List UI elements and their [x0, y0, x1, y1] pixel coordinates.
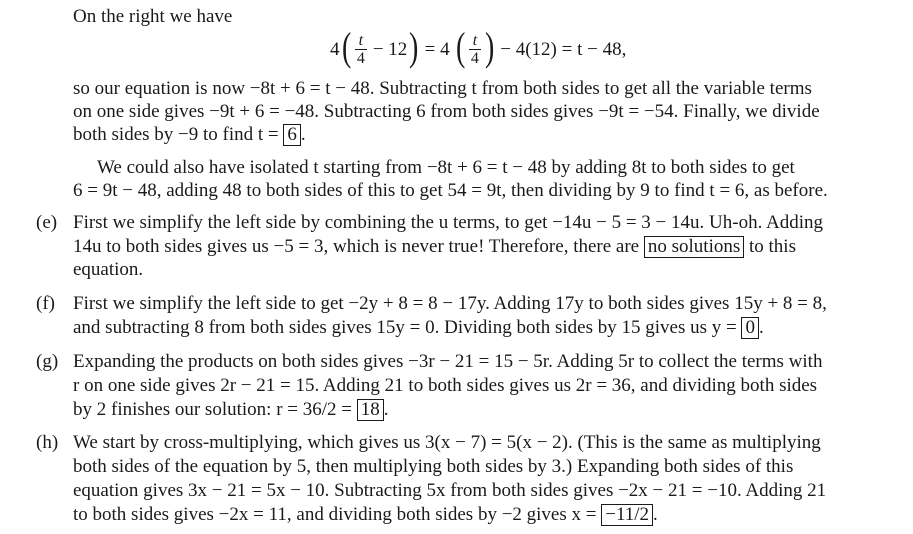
answer-box-f: 0	[741, 317, 759, 339]
g-line3: by 2 finishes our solution: r = 36/2 = 18 .	[73, 399, 389, 420]
answer-box-d: 6	[283, 124, 301, 146]
g-line1: Expanding the products on both sides gives −3r − 21 = 15 − 5r. Adding 5r to collect the terms with	[73, 351, 823, 372]
answer-box-e: no solutions	[644, 236, 744, 258]
eq-mid: = 4	[424, 39, 450, 60]
para2-line1: We could also have isolated t starting from −8t + 6 = t − 48 by adding 8t to both sides to get	[97, 157, 795, 178]
g-line2: r on one side gives 2r − 21 = 15. Adding 21 to both sides gives us 2r = 36, and dividing both sides	[73, 375, 818, 396]
eq-fraction-2: $\frac{t}{4}$	[470, 32, 479, 67]
item-label-g: (g)	[36, 351, 59, 372]
eq-tail: − 4(12) = t − 48,	[500, 39, 627, 60]
f-line2: and subtracting 8 from both sides gives 15y = 0. Dividing both sides by 15 gives us y = 0 .	[73, 317, 764, 338]
item-label-h: (h)	[36, 432, 59, 453]
answer-box-g: 18	[357, 399, 384, 421]
item-label-e: (e)	[36, 212, 58, 233]
para1-line2: on one side gives −9t + 6 = −48. Subtracting 6 from both sides gives −9t = −54. Finally, we divide	[73, 101, 820, 122]
item-label-f: (f)	[36, 293, 55, 314]
eq-coef: 4	[330, 39, 340, 60]
h-line1: We start by cross-multiplying, which gives us 3(x − 7) = 5(x − 2). (This is the same as multiplying	[73, 432, 821, 453]
eq-fraction-1: $\frac{t}{4}$	[356, 32, 365, 67]
para2-line2: 6 = 9t − 48, adding 48 to both sides of this to get 54 = 9t, then dividing by 9 to find t = 6, as before.	[73, 180, 828, 201]
intro-text: On the right we have	[73, 6, 233, 27]
answer-box-h: −11/2	[601, 504, 653, 526]
h-line3: equation gives 3x − 21 = 5x − 10. Subtracting 5x from both sides gives −2x − 21 = −10. Adding 21	[73, 480, 827, 501]
para1-line3: both sides by −9 to find t = 6 .	[73, 124, 306, 145]
para1-line1: so our equation is now −8t + 6 = t − 48. Subtracting t from both sides to get all the variable terms	[73, 78, 812, 99]
f-line1: First we simplify the left side to get −2y + 8 = 8 − 17y. Adding 17y to both sides gives 15y + 8 = 8,	[73, 293, 827, 314]
e-line1: First we simplify the left side by combining the u terms, to get −14u − 5 = 3 − 14u. Uh-oh. Adding	[73, 212, 824, 233]
e-line3: equation.	[73, 259, 144, 280]
display-equation: 4 ( $\frac{t}{4}$ − 12 ) = 4 ( $\frac{t}{4}$ ) − 4(12) = t − 48,	[330, 24, 627, 69]
eq-minus12: − 12	[372, 39, 408, 60]
e-line2: 14u to both sides gives us −5 = 3, which is never true! Therefore, there are no solutions to this	[73, 236, 796, 257]
h-line4: to both sides gives −2x = 11, and dividing both sides by −2 gives x = −11/2 .	[73, 504, 658, 525]
h-line2: both sides of the equation by 5, then multiplying both sides by 3.) Expanding both sides of this	[73, 456, 794, 477]
